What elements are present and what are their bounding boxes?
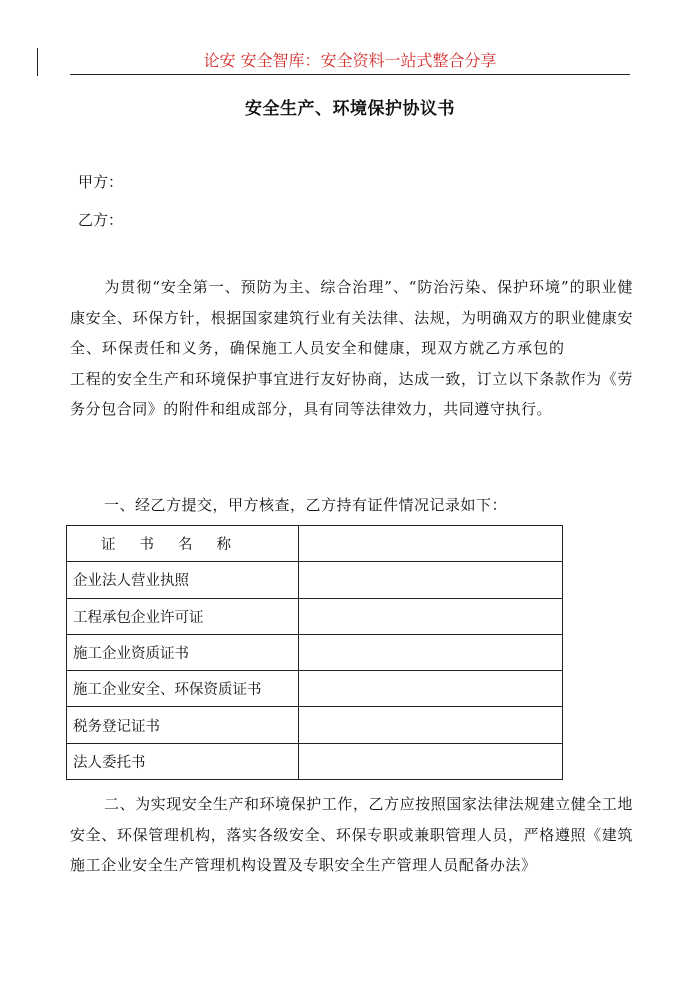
certificate-value-cell	[299, 562, 563, 598]
section-1-heading: 一、经乙方提交，甲方核查，乙方持有证件情况记录如下：	[104, 496, 508, 514]
table-row	[67, 562, 563, 598]
text-cursor	[37, 48, 38, 76]
document-title: 安全生产、环境保护协议书	[245, 99, 455, 119]
certificate-value-cell	[299, 634, 563, 670]
intro-text-part1: 为贯彻“安全第一、预防为主、综合治理”、“防治污染、保护环境”的职业健康安全、环保方针，根据国家建筑行业有关法律、法规，为明确双方的职业健康安全、环保责任和义务，确保施工人员安全和健康，现双方就乙方承包的	[70, 278, 633, 358]
section-2-text: 二、为实现安全生产和环境保护工作，乙方应按照国家法律法规建立健全工地安全、环保管理机构，落实各级安全、环保专职或兼职管理人员，严格遵照《建筑施工企业安全生产管理机构设置及专职安全生产管理人员配备办法》	[70, 795, 633, 875]
header-banner: 论安 安全智库：安全资料一站式整合分享	[70, 50, 630, 75]
intro-text-part2: 工程的安全生产和环境保护事宜进行友好协商，达成一致，订立以下条款作为《劳务分包合同》的附件和组成部分，具有同等法律效力，共同遵守执行。	[70, 369, 633, 419]
section-2-paragraph	[70, 789, 633, 889]
certificate-value-cell	[299, 598, 563, 634]
table-row	[67, 671, 563, 707]
certificate-name-cell: 税务登记证书	[67, 707, 299, 743]
table-row	[67, 598, 563, 634]
certificate-name-header: 证书名称	[67, 526, 299, 562]
intro-paragraph	[70, 272, 633, 487]
table-row	[67, 707, 563, 743]
party-a-label: 甲方：	[78, 173, 124, 191]
party-b-label: 乙方：	[78, 211, 124, 229]
certificate-table	[66, 525, 563, 780]
certificate-name-cell: 施工企业安全、环保资质证书	[67, 671, 299, 707]
certificate-name-cell: 工程承包企业许可证	[67, 598, 299, 634]
certificate-value-cell	[299, 707, 563, 743]
certificate-name-cell: 法人委托书	[67, 743, 299, 779]
certificate-name-cell: 施工企业资质证书	[67, 634, 299, 670]
table-row	[67, 743, 563, 779]
certificate-name-cell: 企业法人营业执照	[67, 562, 299, 598]
certificate-value-cell	[299, 743, 563, 779]
table-header-row	[67, 526, 563, 562]
certificate-value-cell	[299, 671, 563, 707]
certificate-value-header	[299, 526, 563, 562]
table-row	[67, 634, 563, 670]
